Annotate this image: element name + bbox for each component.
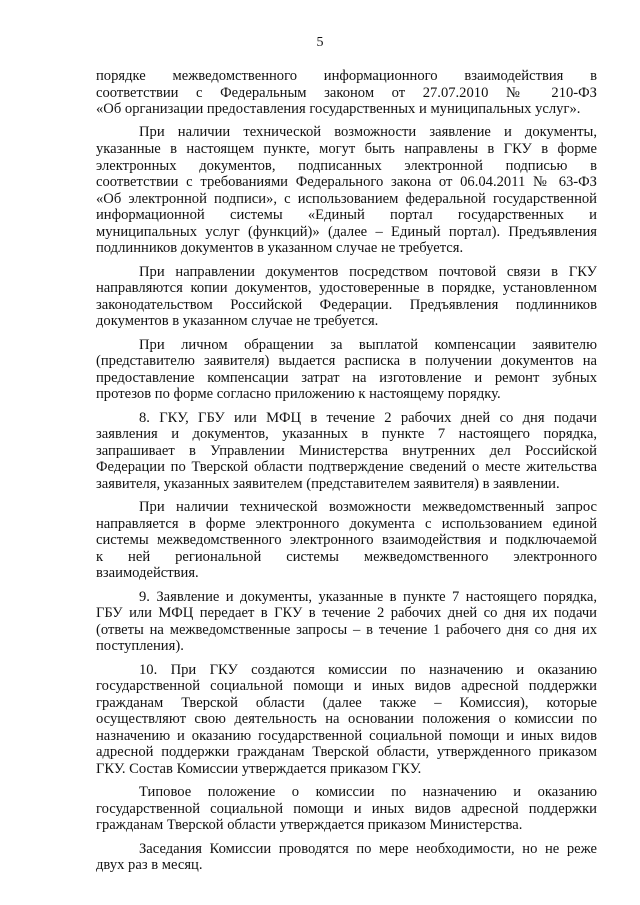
text-line: При направлении документов посредством почтовой связи в ГКУ <box>139 263 597 280</box>
text-line: 9. Заявление и документы, указанные в пункте 7 настоящего порядка, <box>139 588 597 605</box>
paragraph-p9 <box>96 784 597 834</box>
text-line: запрашивает в Управлении Министерства внутренних дел Российской <box>96 442 597 459</box>
text-line: адресной поддержки гражданам Тверской области, утвержденного приказом <box>96 744 597 761</box>
paragraph-p5 <box>96 410 597 493</box>
text-line: 8. ГКУ, ГБУ или МФЦ в течение 2 рабочих дней со дня подачи <box>139 409 597 426</box>
text-line: гражданам Тверской области утверждается приказом Министерства. <box>96 817 523 834</box>
paragraph-p10 <box>96 841 597 874</box>
text-line: протезов по форме согласно приложению к настоящему порядку. <box>96 386 501 403</box>
text-line: документов в указанном случае не требуется. <box>96 313 379 330</box>
text-line: (ответы на межведомственные запросы – в течение 1 рабочего дня со дня их <box>96 621 597 638</box>
text-line: ГКУ. Состав Комиссии утверждается приказом ГКУ. <box>96 760 422 777</box>
page-number: 5 <box>316 35 324 50</box>
text-line: государственной социальной помощи и иных видов адресной поддержки <box>96 678 597 695</box>
text-line: ГБУ или МФЦ передает в ГКУ в течение 2 рабочих дней со дня их подачи <box>96 605 597 622</box>
text-line: электронных документов, подписанных электронной подписью в <box>96 157 597 174</box>
text-line: заявления и документов, указанных в пункте 7 настоящего порядка, <box>96 426 597 443</box>
text-line: направляются копии документов, удостоверенные в порядке, установленном <box>96 280 597 297</box>
text-line: Федерации по Тверской области подтверждение сведений о месте жительства <box>96 459 597 476</box>
text-line: двух раз в месяц. <box>96 857 203 874</box>
document-body <box>96 68 597 881</box>
text-line: подлинников документов в указанном случае не требуется. <box>96 240 464 257</box>
text-line: информационной системы «Единый портал государственных и <box>96 207 597 224</box>
paragraph-p3 <box>96 264 597 330</box>
paragraph-p1 <box>96 68 597 118</box>
text-line: (представителю заявителя) выдается расписка в получении документов на <box>96 353 597 370</box>
text-line: При наличии технической возможности заявление и документы, <box>139 124 597 141</box>
paragraph-p7 <box>96 589 597 655</box>
text-line: «Об электронной подписи», с использованием федеральной государственной <box>96 190 597 207</box>
text-line: направляется в форме электронного документа с использованием единой <box>96 515 597 532</box>
text-line: осуществляют свою деятельность на основании положения о комиссии по <box>96 711 597 728</box>
text-line: указанные в настоящем пункте, могут быть направлены в ГКУ в форме <box>96 140 597 157</box>
text-line: системы межведомственного электронного взаимодействия и подключаемой <box>96 532 597 549</box>
text-line: При личном обращении за выплатой компенсации заявителю <box>139 336 597 353</box>
text-line: законодательством Российской Федерации. Предъявления подлинников <box>96 296 597 313</box>
paragraph-p2 <box>96 124 597 256</box>
text-line: государственной социальной помощи и иных видов адресной поддержки <box>96 800 597 817</box>
text-line: Типовое положение о комиссии по назначению и оказанию <box>139 784 597 801</box>
text-line: гражданам Тверской области (далее также – Комиссия), которые <box>96 694 597 711</box>
text-line: порядке межведомственного информационного взаимодействия в <box>96 68 597 84</box>
text-line: Заседания Комиссии проводятся по мере необходимости, но не реже <box>139 840 597 857</box>
text-line: соответствии с Федеральным законом от 27.07.2010 № 210-ФЗ <box>96 84 597 101</box>
text-line: 10. При ГКУ создаются комиссии по назначению и оказанию <box>139 661 597 678</box>
paragraph-p8 <box>96 662 597 778</box>
text-line: к ней региональной системы межведомственного электронного <box>96 548 597 565</box>
text-line: «Об организации предоставления государственных и муниципальных услуг». <box>96 101 581 118</box>
text-line: заявителя, указанных заявителем (представителем заявителя) в заявлении. <box>96 475 560 492</box>
text-line: поступления). <box>96 638 184 655</box>
text-line: назначению и оказанию государственной социальной помощи и иных видов <box>96 727 597 744</box>
text-line: При наличии технической возможности межведомственный запрос <box>139 499 597 516</box>
text-line: взаимодействия. <box>96 565 199 582</box>
paragraph-p4 <box>96 337 597 403</box>
text-line: муниципальных услуг (функций)» (далее – Единый портал). Предъявления <box>96 223 597 240</box>
text-line: предоставление компенсации затрат на изготовление и ремонт зубных <box>96 369 597 386</box>
text-line: соответствии с требованиями Федерального закона от 06.04.2011 № 63-ФЗ <box>96 174 597 191</box>
paragraph-p6 <box>96 499 597 582</box>
